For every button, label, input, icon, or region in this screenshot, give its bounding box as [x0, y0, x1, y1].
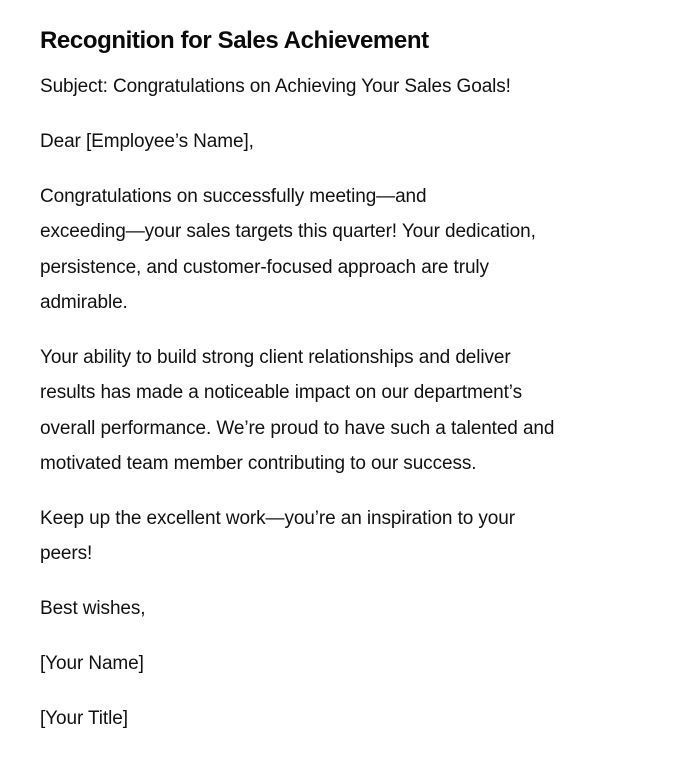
paragraph-line: results has made a noticeable impact on our department’s: [40, 382, 522, 404]
paragraph-line: exceeding—your sales targets this quarter! Your dedication,: [40, 221, 536, 243]
paragraph-line: motivated team member contributing to our success.: [40, 452, 477, 474]
paragraph-encouragement: [40, 501, 640, 572]
paragraph-congratulations: [40, 179, 640, 320]
paragraph-line: persistence, and customer-focused approach are truly: [40, 256, 489, 278]
paragraph-line: Your ability to build strong client relationships and deliver: [40, 347, 511, 368]
subject-line: Subject: Congratulations on Achieving Your Sales Goals!: [40, 76, 511, 97]
paragraph-line: peers!: [40, 543, 93, 565]
signature-name: [Your Name]: [40, 653, 144, 674]
paragraph-line: admirable.: [40, 291, 128, 313]
paragraph-line: overall performance. We’re proud to have such a talented and: [40, 417, 555, 439]
closing: Best wishes,: [40, 598, 146, 619]
document-title: Recognition for Sales Achievement: [40, 27, 429, 54]
signature-title: [Your Title]: [40, 708, 128, 729]
paragraph-impact: [40, 340, 640, 481]
paragraph-line: Keep up the excellent work—you’re an inspiration to your: [40, 508, 515, 529]
salutation: Dear [Employee’s Name],: [40, 131, 254, 152]
paragraph-line: Congratulations on successfully meeting—and: [40, 186, 427, 207]
